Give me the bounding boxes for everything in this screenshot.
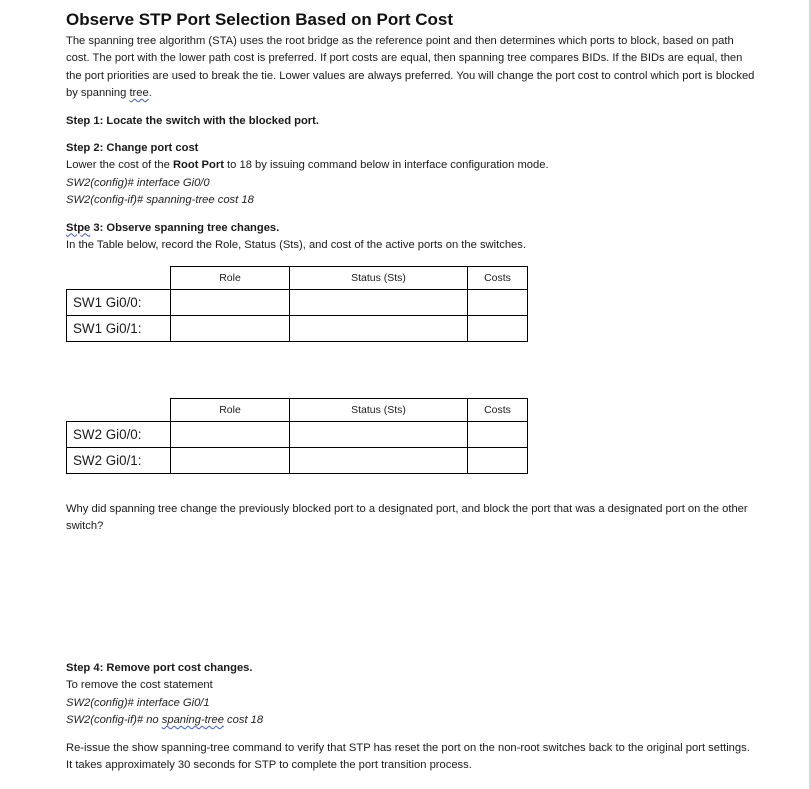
intro-text: The spanning tree algorithm (STA) uses the root bridge as the reference point and then determines which ports to block, based on path cost. The port with the lower path cost is preferred. If port costs are equal, then spanning tree compares BIDs. If the BIDs are equal, then the port priorities are used to break the tie. Lower values are always preferred. You will change the port cost to control which port is blocked by spanning <box>66 35 755 100</box>
cell-role[interactable] <box>171 422 290 448</box>
step2-text-before: Lower the cost of the <box>66 159 173 172</box>
intro-end: . <box>148 87 152 100</box>
cell-cost[interactable] <box>468 448 528 474</box>
cell-role[interactable] <box>171 448 290 474</box>
row-label-sw2-gi0-1: SW2 Gi0/1: <box>67 448 171 474</box>
step2-heading: Step 2: Change port cost <box>66 142 199 155</box>
step3-heading-rest: 3: Observe spanning tree changes. <box>90 221 280 234</box>
cell-role[interactable] <box>171 290 290 316</box>
header-costs: Costs <box>468 267 528 290</box>
question-block <box>66 501 756 536</box>
cell-cost[interactable] <box>468 422 528 448</box>
step1-heading: Step 1: Locate the switch with the blocked port. <box>66 114 319 127</box>
step4-heading: Step 4: Remove port cost changes. <box>66 662 253 674</box>
page-title: Observe STP Port Selection Based on Port Cost <box>66 10 454 29</box>
header-costs: Costs <box>468 399 528 422</box>
table-header-row <box>67 267 528 290</box>
step2-text-after: to 18 by issuing command below in interface configuration mode. <box>223 159 549 172</box>
row-label-sw1-gi0-0: SW1 Gi0/0: <box>67 290 171 316</box>
header-role: Role <box>171 399 290 422</box>
cell-status[interactable] <box>290 316 468 342</box>
cell-cost[interactable] <box>468 290 528 316</box>
sw1-port-table <box>66 266 528 342</box>
step4-command-2 <box>66 712 756 729</box>
step4-cmd2-suffix: cost 18 <box>223 714 264 727</box>
step4-cmd2-misspelled: spaning-tree <box>161 714 224 727</box>
cell-status[interactable] <box>290 290 468 316</box>
sw2-port-table <box>66 398 528 474</box>
row-label-sw1-gi0-1: SW1 Gi0/1: <box>67 316 171 342</box>
step4-text: To remove the cost statement <box>66 679 213 692</box>
cell-status[interactable] <box>290 422 468 448</box>
step2-text-bold: Root Port <box>172 159 224 172</box>
step3-heading-word: Stpe <box>66 221 91 234</box>
step3-text: In the Table below, record the Role, Status (Sts), and cost of the active ports on the switches. <box>66 239 526 252</box>
closing-paragraph: Re-issue the show spanning-tree command to verify that STP has reset the port on the non-root switches back to the original port settings. It takes approximately 30 seconds for STP to complete the port transition process. <box>66 741 750 772</box>
step2-command-1: SW2(config)# interface Gi0/0 <box>66 176 210 189</box>
header-status: Status (Sts) <box>290 267 468 290</box>
row-label-sw2-gi0-0: SW2 Gi0/0: <box>67 422 171 448</box>
table-row <box>67 448 528 474</box>
table-header-row <box>67 399 528 422</box>
header-status: Status (Sts) <box>290 399 468 422</box>
step3-heading <box>66 220 756 237</box>
step4-block <box>66 660 756 774</box>
document-page <box>66 8 756 254</box>
cell-role[interactable] <box>171 316 290 342</box>
question-text: Why did spanning tree change the previously blocked port to a designated port, and block the port that was a designated port on the other switch? <box>66 503 748 533</box>
cell-status[interactable] <box>290 448 468 474</box>
table-row <box>67 290 528 316</box>
intro-last-word: tree <box>129 87 149 100</box>
cell-cost[interactable] <box>468 316 528 342</box>
table-row <box>67 422 528 448</box>
step2-text <box>66 157 756 174</box>
table-row <box>67 316 528 342</box>
step2-command-2: SW2(config-if)# spanning-tree cost 18 <box>66 194 254 207</box>
step4-cmd2-prefix: SW2(config-if)# no <box>66 714 162 727</box>
table-corner <box>67 267 171 290</box>
table-corner <box>67 399 171 422</box>
intro-paragraph <box>66 33 756 103</box>
header-role: Role <box>171 267 290 290</box>
step4-command-1: SW2(config)# interface Gi0/1 <box>66 696 210 709</box>
